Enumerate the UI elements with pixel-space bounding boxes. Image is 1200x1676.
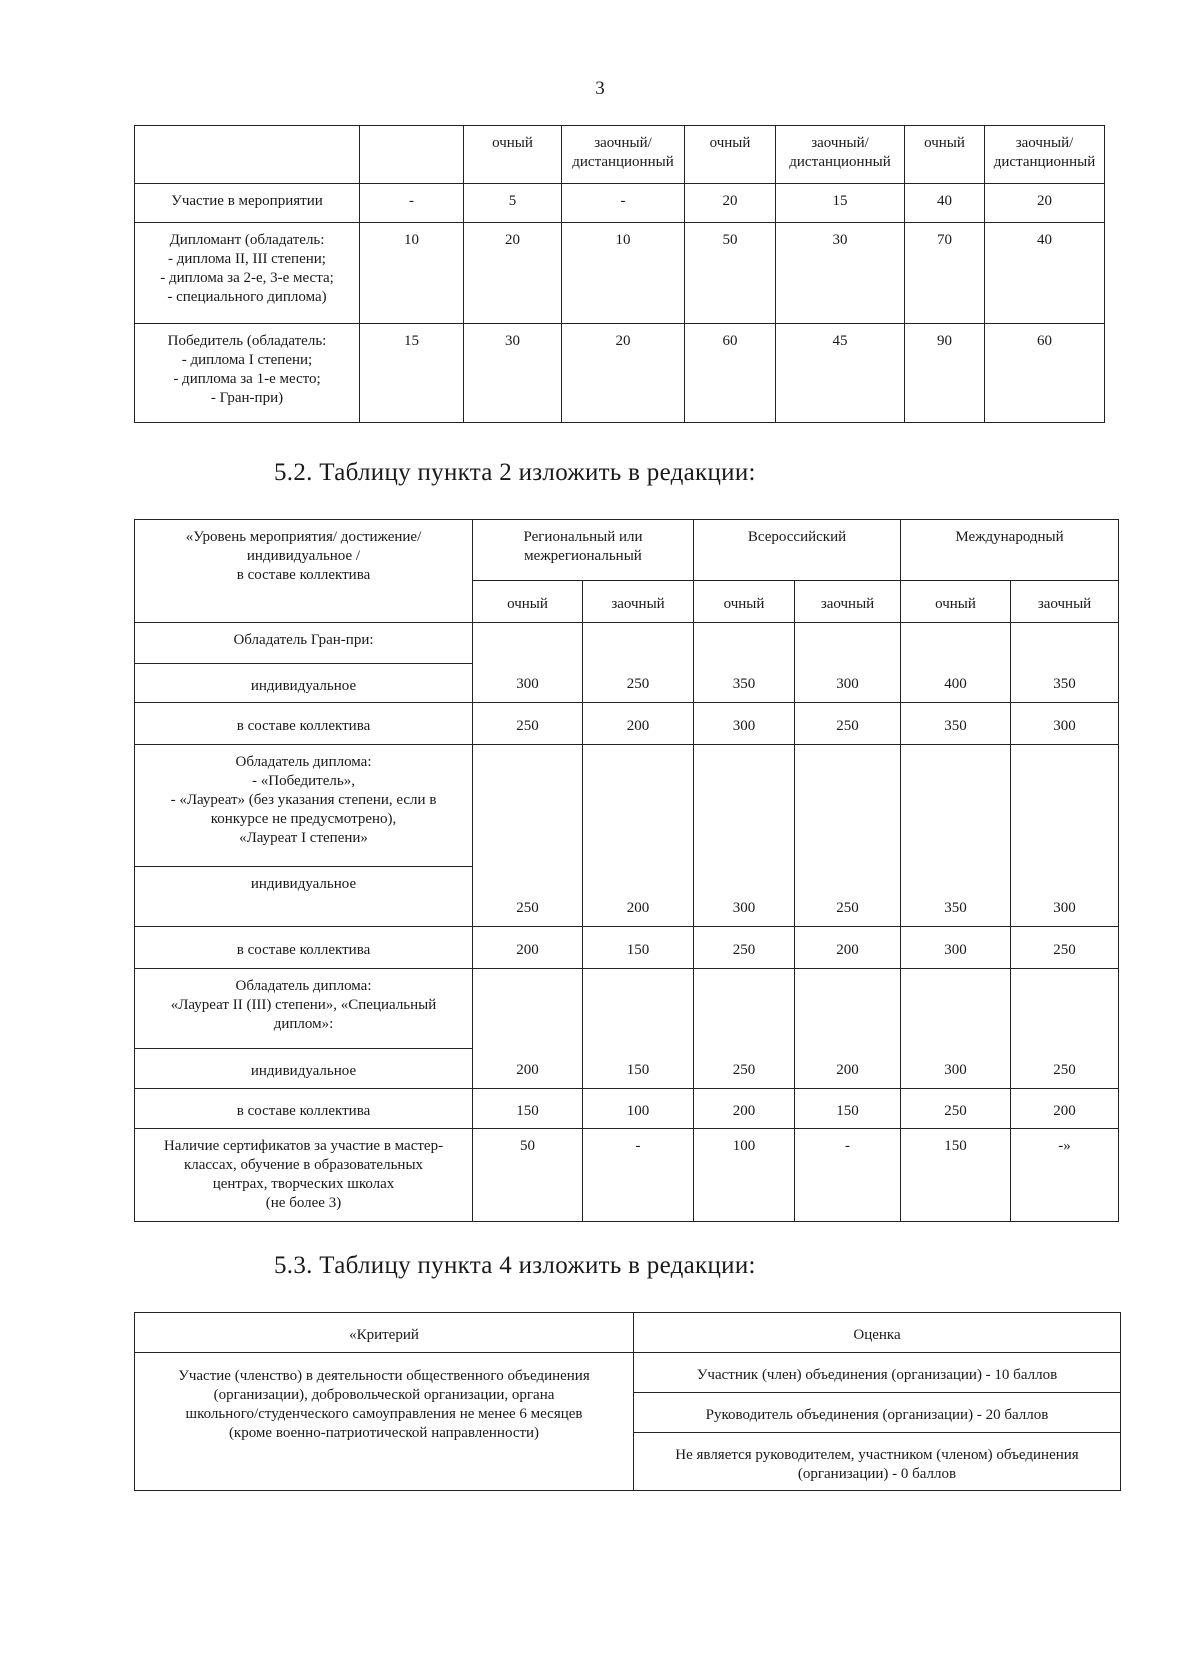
table3-header-score: Оценка xyxy=(634,1313,1121,1353)
label-line: - диплома за 2-е, 3-е места; xyxy=(160,270,334,286)
cell-value: 90 xyxy=(905,324,985,423)
row-label: в составе коллектива xyxy=(135,1089,473,1129)
score-cell: Участник (член) объединения (организации) - 10 баллов xyxy=(634,1353,1121,1393)
cell-value: 10 xyxy=(562,223,685,324)
row-label: индивидуальное xyxy=(135,664,473,703)
table-row xyxy=(135,1353,1121,1393)
table-row xyxy=(135,223,1105,324)
cell-value: 250 xyxy=(1011,927,1119,969)
cell-value: 200 xyxy=(473,927,583,969)
group-title-row xyxy=(135,969,1119,1049)
table1-header-cell: заочный/ дистанционный xyxy=(985,126,1105,184)
cell-value: 250 xyxy=(1011,969,1119,1089)
header-line: в составе коллектива xyxy=(236,567,371,583)
cell-value: 100 xyxy=(583,1089,694,1129)
cell-value: 250 xyxy=(473,703,583,745)
row-label: Участие в мероприятии xyxy=(135,184,360,223)
table-row xyxy=(135,324,1105,423)
cell-value: 10 xyxy=(360,223,464,324)
cell-value: 20 xyxy=(685,184,776,223)
cell-value: 20 xyxy=(562,324,685,423)
level-header: Всероссийский xyxy=(694,520,901,581)
cell-value: 200 xyxy=(473,969,583,1089)
cell-value: 300 xyxy=(1011,703,1119,745)
score-line: Не является руководителем, участником (членом) объединения xyxy=(675,1446,1079,1463)
label-line: - диплома I степени; xyxy=(181,352,313,368)
table2-header-row xyxy=(135,520,1119,581)
cell-value: 250 xyxy=(795,703,901,745)
title-line: диплом»: xyxy=(273,1016,334,1032)
form-header: очный xyxy=(694,581,795,623)
table-3 xyxy=(134,1312,1121,1491)
cell-value: 250 xyxy=(583,623,694,703)
level-header: Региональный или межрегиональный xyxy=(473,520,694,581)
table-1 xyxy=(134,125,1105,423)
row-label xyxy=(135,1129,473,1222)
cell-value: 350 xyxy=(1011,623,1119,703)
table-2 xyxy=(134,519,1119,1222)
group-title-row xyxy=(135,623,1119,664)
cell-value: - xyxy=(360,184,464,223)
cell-value: 40 xyxy=(985,223,1105,324)
label-line: Наличие сертификатов за участие в мастер- xyxy=(163,1138,444,1154)
row-label: индивидуальное xyxy=(135,867,473,927)
label-line: - специального диплома) xyxy=(167,289,327,305)
cell-value: 350 xyxy=(694,623,795,703)
group-title-row xyxy=(135,745,1119,867)
cell-value: 200 xyxy=(583,745,694,927)
title-line: конкурсе не предусмотрено), xyxy=(210,811,397,827)
table1-header-cell: заочный/ дистанционный xyxy=(562,126,685,184)
cell-value: 300 xyxy=(901,927,1011,969)
cell-value: 70 xyxy=(905,223,985,324)
cell-value: 30 xyxy=(776,223,905,324)
cell-value: 300 xyxy=(473,623,583,703)
cell-value: 30 xyxy=(464,324,562,423)
cell-value: 150 xyxy=(583,969,694,1089)
cell-value: 15 xyxy=(776,184,905,223)
header-line: индивидуальное / xyxy=(246,548,361,564)
table-row xyxy=(135,1089,1119,1129)
table1-header-row xyxy=(135,126,1105,184)
label-line: Победитель (обладатель: xyxy=(167,333,327,349)
form-header: заочный xyxy=(795,581,901,623)
cell-value: 200 xyxy=(795,969,901,1089)
score-cell xyxy=(634,1433,1121,1491)
cell-value: 60 xyxy=(985,324,1105,423)
form-header: очный xyxy=(473,581,583,623)
cell-value: 250 xyxy=(901,1089,1011,1129)
table1-header-cell xyxy=(135,126,360,184)
table1-header-cell: заочный/ дистанционный xyxy=(776,126,905,184)
page-number: 3 xyxy=(595,78,605,99)
cell-value: 250 xyxy=(795,745,901,927)
cell-value: 100 xyxy=(694,1129,795,1222)
cell-value: 150 xyxy=(583,927,694,969)
cell-value: 15 xyxy=(360,324,464,423)
cell-value: 5 xyxy=(464,184,562,223)
cell-value: 300 xyxy=(694,703,795,745)
cell-value: 300 xyxy=(795,623,901,703)
title-line: Обладатель диплома: xyxy=(235,978,372,994)
label-line: - диплома II, III степени; xyxy=(168,251,326,267)
cell-value: 350 xyxy=(901,745,1011,927)
table1-header-cell xyxy=(360,126,464,184)
section-heading-5-3: 5.3. Таблицу пункта 4 изложить в редакции: xyxy=(274,1252,756,1279)
header-line: «Уровень мероприятия/ достижение/ xyxy=(185,529,422,545)
criterion-line: (организации), добровольческой организации, органа xyxy=(213,1387,555,1403)
table1-header-cell: очный xyxy=(685,126,776,184)
table1-header-cell: очный xyxy=(464,126,562,184)
cell-value: 250 xyxy=(694,969,795,1089)
cell-value: 50 xyxy=(685,223,776,324)
cell-value: 350 xyxy=(901,703,1011,745)
cell-value: 60 xyxy=(685,324,776,423)
cell-value: 40 xyxy=(905,184,985,223)
title-line: Обладатель диплома: xyxy=(235,754,372,770)
label-line: Дипломант (обладатель: xyxy=(169,232,325,248)
group-title xyxy=(135,969,473,1049)
form-header: очный xyxy=(901,581,1011,623)
cell-value: -» xyxy=(1011,1129,1119,1222)
cell-value: 20 xyxy=(985,184,1105,223)
title-line: «Лауреат II (III) степени», «Специальный xyxy=(170,997,437,1013)
cell-value: 50 xyxy=(473,1129,583,1222)
cell-value: 250 xyxy=(694,927,795,969)
table-row xyxy=(135,927,1119,969)
cell-value: - xyxy=(795,1129,901,1222)
cell-value: 300 xyxy=(1011,745,1119,927)
cell-value: 200 xyxy=(1011,1089,1119,1129)
cell-value: 20 xyxy=(464,223,562,324)
criterion-line: Участие (членство) в деятельности общественного объединения xyxy=(178,1368,590,1384)
row-label xyxy=(135,223,360,324)
cell-value: 150 xyxy=(795,1089,901,1129)
title-line: «Лауреат I степени» xyxy=(239,830,368,846)
cell-value: - xyxy=(583,1129,694,1222)
row-label: в составе коллектива xyxy=(135,927,473,969)
cell-value: 45 xyxy=(776,324,905,423)
row-label: в составе коллектива xyxy=(135,703,473,745)
label-line: (не более 3) xyxy=(265,1195,342,1211)
title-line: - «Победитель», xyxy=(252,773,355,789)
score-line: (организации) - 0 баллов xyxy=(797,1465,957,1482)
cell-value: 150 xyxy=(473,1089,583,1129)
criterion-line: (кроме военно-патриотической направленности) xyxy=(228,1425,540,1441)
cell-value: 200 xyxy=(583,703,694,745)
label-line: - диплома за 1-е место; xyxy=(173,371,321,387)
form-header: заочный xyxy=(1011,581,1119,623)
label-line: классах, обучение в образовательных xyxy=(183,1157,424,1173)
level-header: Международный xyxy=(901,520,1119,581)
cell-value: 250 xyxy=(473,745,583,927)
cell-value: 400 xyxy=(901,623,1011,703)
table-row xyxy=(135,184,1105,223)
cell-value: 200 xyxy=(795,927,901,969)
table2-corner-header xyxy=(135,520,473,623)
row-label xyxy=(135,324,360,423)
table-row xyxy=(135,703,1119,745)
cell-value: 300 xyxy=(694,745,795,927)
cell-value: 150 xyxy=(901,1129,1011,1222)
criterion-cell xyxy=(135,1353,634,1491)
cell-value: 300 xyxy=(901,969,1011,1089)
row-label: индивидуальное xyxy=(135,1049,473,1089)
title-line: - «Лауреат» (без указания степени, если в xyxy=(170,792,437,808)
section-heading-5-2: 5.2. Таблицу пункта 2 изложить в редакции: xyxy=(274,459,756,486)
table-row xyxy=(135,1129,1119,1222)
cell-value: 200 xyxy=(694,1089,795,1129)
group-title: Обладатель Гран-при: xyxy=(135,623,473,664)
label-line: - Гран-при) xyxy=(210,390,284,406)
table1-header-cell: очный xyxy=(905,126,985,184)
label-line: центрах, творческих школах xyxy=(212,1176,395,1192)
score-cell: Руководитель объединения (организации) - 20 баллов xyxy=(634,1393,1121,1433)
table3-header-criterion: «Критерий xyxy=(135,1313,634,1353)
table3-header-row xyxy=(135,1313,1121,1353)
criterion-line: школьного/студенческого самоуправления не менее 6 месяцев xyxy=(185,1406,583,1422)
form-header: заочный xyxy=(583,581,694,623)
group-title xyxy=(135,745,473,867)
cell-value: - xyxy=(562,184,685,223)
